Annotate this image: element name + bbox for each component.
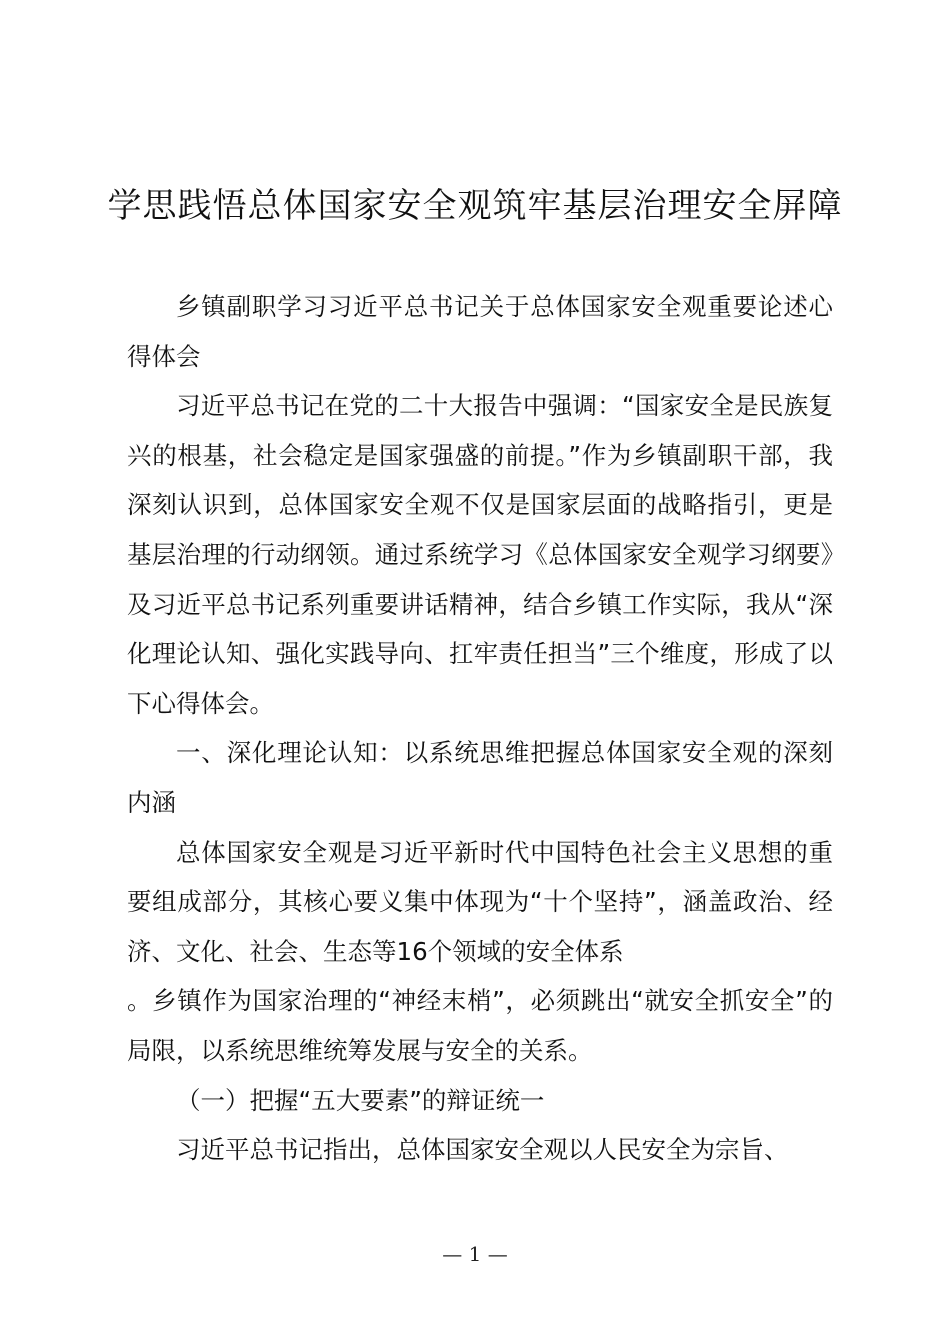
page-number: — 1 — (442, 1242, 508, 1266)
subsection-heading: （一）把握“五大要素”的辩证统一 (176, 1085, 545, 1115)
subtitle-paragraph: 乡镇副职学习习近平总书记关于总体国家安全观重要论述心得体会 (127, 292, 833, 371)
document-title: 学思践悟总体国家安全观筑牢基层治理安全屏障 (107, 186, 843, 226)
body-paragraph: 总体国家安全观是习近平新时代中国特色社会主义思想的重要组成部分，其核心要义集中体现为“十个坚持”，涵盖政治、经济、文化、社会、生态等16个领域的安全体系 (127, 837, 833, 966)
document-body (127, 282, 833, 1175)
body-paragraph: 习近平总书记指出，总体国家安全观以人民安全为宗旨、 (176, 1135, 789, 1165)
body-paragraph: 习近平总书记在党的二十大报告中强调：“国家安全是民族复兴的根基，社会稳定是国家强盛的前提。”作为乡镇副职干部，我深刻认识到，总体国家安全观不仅是国家层面的战略指引，更是基层治理的行动纲领。通过系统学习《总体国家安全观学习纲要》及习近平总书记系列重要讲话精神，结合乡镇工作实际，我从“深化理论认知、强化实践导向、扛牢责任担当”三个维度，形成了以下心得体会。 (127, 391, 833, 718)
body-paragraph: 。乡镇作为国家治理的“神经末梢”，必须跳出“就安全抓安全”的局限，以系统思维统筹发展与安全的关系。 (127, 986, 833, 1065)
section-heading: 一、深化理论认知：以系统思维把握总体国家安全观的深刻内涵 (127, 738, 833, 817)
